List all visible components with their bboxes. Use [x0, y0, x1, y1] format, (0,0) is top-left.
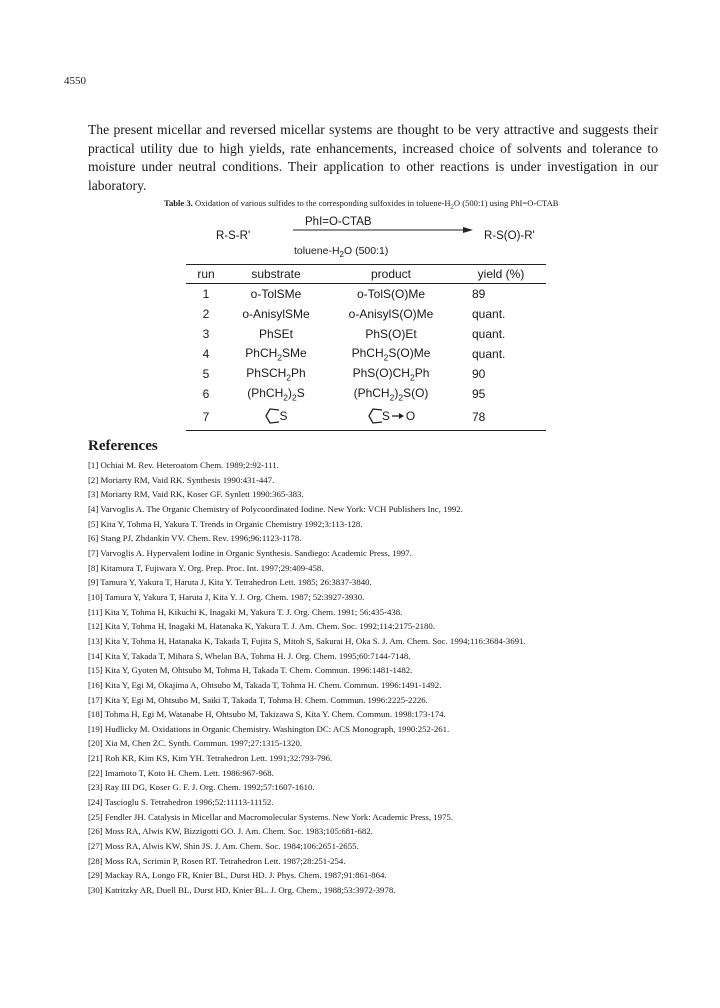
formula-text: o-TolSMe	[250, 287, 302, 301]
reference-item: [1] Ochiai M. Rev. Heteroatom Chem. 1989;2:92-111.	[88, 460, 279, 470]
table-body	[186, 284, 546, 431]
reference-item: [20] Xia M, Chen ZC. Synth. Commun. 1997;27:1315-1320.	[88, 738, 303, 749]
formula-text: Ph	[291, 365, 306, 380]
oxidation-table	[186, 264, 546, 431]
reference-item: [22] Imamoto T, Koto H. Chem. Lett. 1986:967-968.	[88, 767, 274, 778]
reference-item: [29] Mackay RA, Longo FR, Knier BL, Durst HD. J. Phys. Chem. 1987;91:861-864.	[88, 870, 387, 881]
page-number: 4550	[64, 75, 86, 87]
table-caption-text: Oxidation of various sulfides to the corresponding sulfoxides in toluene-H	[194, 198, 451, 208]
formula-subscript: 2	[277, 352, 283, 363]
cell-product	[326, 284, 456, 305]
reference-item: [5] Kita Y, Tohma H, Yakura T. Trends in Organic Chemistry 1992;3:113-128.	[88, 518, 363, 529]
scheme-solvent-subscript: 2	[339, 250, 344, 260]
reference-item: [3] Moriarty RM, Vaid RK, Koser GF. Synlett 1990:365-383.	[88, 489, 304, 500]
table-header-row	[186, 265, 546, 284]
cell-product	[326, 304, 456, 324]
formula-text: o-TolS(O)Me	[356, 287, 425, 301]
reference-item: [9] Tamura Y, Yakura T, Haruta J, Kita Y. Tetrahedron Lett. 1985; 26:3837-3840.	[88, 577, 372, 588]
cell-product	[326, 324, 456, 344]
references-list	[88, 458, 688, 898]
reference-item: [18] Tohma H, Egi M, Watanabe H, Ohtsubo M, Takizawa S, Kita Y. Chem. Commun. 1998:173-174.	[88, 709, 446, 720]
reference-item: [8] Kitamura T, Fujiwara Y. Org. Prep. Proc. Int. 1997;29:409-458.	[88, 562, 324, 573]
cell-run: 1	[202, 287, 210, 301]
table-row	[186, 404, 546, 431]
reaction-scheme	[188, 214, 548, 258]
cell-yield: 78	[456, 404, 546, 431]
ring-sulfur-label: S	[381, 408, 390, 423]
formula-subscript: 2	[383, 352, 389, 363]
ring-sulfur-label: S	[279, 408, 288, 423]
reference-item: [7] Varvoglis A. Hypervalent Iodine in Organic Synthesis. Sandiego: Academic Press, 1997.	[88, 547, 412, 558]
reference-item: [23] Ray III DG, Koser G. F. J. Org. Chem. 1992;57:1607-1610.	[88, 782, 315, 793]
header-product: product	[326, 265, 456, 284]
cell-run: 5	[202, 367, 210, 381]
thiolane-oxide-structure	[367, 407, 415, 425]
scheme-product: R-S(O)-R'	[484, 230, 535, 242]
cell-yield: 95	[472, 387, 486, 401]
formula-text: )	[288, 385, 292, 400]
reference-item: [13] Kita Y, Tohma H, Hatanaka K, Takada T, Fujita S, Mitoh S, Sakurai H, Oka S. J. Am. Chem. Soc. 1994;116:3684-3691.	[88, 635, 526, 646]
cell-yield: quant.	[472, 327, 506, 341]
reference-item: [2] Moriarty RM, Vaid RK. Synthesis 1990:431-447.	[88, 474, 275, 485]
table-caption-label: Table 3.	[164, 198, 193, 208]
formula-text: (PhCH	[247, 385, 284, 400]
cell-substrate	[226, 404, 326, 431]
reference-item: [27] Moss RA, Alwis KW, Shin JS. J. Am. Chem. Soc. 1984;106:2651-2655.	[88, 841, 359, 852]
reaction-arrow-icon	[293, 224, 473, 236]
reference-item: [12] Kita Y, Tohma H, Inagaki M, Hatanaka K, Yakura T. J. Am. Chem. Soc. 1992;114:2175-2180.	[88, 621, 435, 632]
table-row	[186, 304, 546, 324]
scheme-solvent-post: O (500:1)	[343, 245, 389, 257]
reference-item: [26] Moss RA, Alwis KW, Bizzigotti GO. J. Am. Chem. Soc. 1983;105:681-682.	[88, 826, 373, 837]
formula-text: )	[394, 385, 399, 400]
scheme-reagent: PhI=O-CTAB	[305, 216, 372, 228]
table-caption-subscript: 2	[450, 203, 454, 211]
cell-yield: quant.	[472, 307, 506, 321]
reference-item: [30] Katritzky AR, Duell BL, Durst HD, Knier BL. J. Org. Chem., 1988;53:3972-3978.	[88, 885, 396, 896]
table-caption	[164, 198, 664, 211]
reference-item: [16] Kita Y, Egi M, Okajima A, Ohtsubo M, Takada T, Tohma H. Chem. Commun. 1996:1491-1492.	[88, 679, 442, 690]
cell-substrate	[226, 344, 326, 364]
oxygen-label: O	[405, 408, 416, 423]
scheme-reactant: R-S-R'	[216, 230, 251, 242]
cell-run: 3	[202, 327, 210, 341]
formula-text: PhCH	[351, 345, 384, 360]
formula-text: PhSCH	[246, 365, 287, 380]
formula-text: o-AnisylSMe	[242, 307, 310, 321]
cell-yield: 90	[472, 367, 486, 381]
reference-item: [24] Tascioglu S. Tetrahedron 1996;52:11113-11152.	[88, 797, 274, 808]
table-row	[186, 364, 546, 384]
formula-subscript: 2	[286, 372, 292, 383]
formula-text: S	[296, 385, 305, 400]
formula-subscript: 2	[409, 372, 415, 383]
cell-run: 6	[202, 387, 210, 401]
cell-product	[326, 344, 456, 364]
reference-item: [21] Roh KR, Kim KS, Kim YH. Tetrahedron Lett. 1991;32:793-796.	[88, 753, 333, 764]
reference-item: [6] Stang PJ, Zhdankin VV. Chem. Rev. 1996;96:1123-1178.	[88, 533, 302, 544]
cell-substrate	[226, 364, 326, 384]
formula-text: PhS(O)CH	[352, 365, 410, 380]
formula-text: PhS(O)Et	[365, 327, 417, 341]
formula-text: S(O)	[403, 385, 429, 400]
formula-subscript: 2	[292, 392, 297, 403]
references-heading: References	[88, 438, 158, 454]
cell-yield: 89	[472, 287, 486, 301]
reference-item: [14] Kita Y, Takada T, Mihara S, Whelan BA, Tohma H. J. Org. Chem. 1995;60:7144-7148.	[88, 650, 411, 661]
conclusion-paragraph: The present micellar and reversed micellar systems are thought to be very attractive and suggests their practical utility due to high yields, rate enhancements, increased choice of solvents and tolerance to moisture under neutral conditions. Their application to other reactions is under investigation in our laboratory.	[88, 122, 658, 193]
reference-item: [11] Kita Y, Tohma H, Kikuchi K, Inagaki M, Yakura T. J. Org. Chem. 1991; 56:435-438.	[88, 606, 403, 617]
formula-text: S(O)Me	[388, 345, 431, 360]
cell-substrate	[226, 284, 326, 305]
header-yield: yield (%)	[456, 265, 546, 284]
formula-subscript: 2	[398, 392, 404, 403]
header-substrate: substrate	[226, 265, 326, 284]
cell-product	[326, 404, 456, 431]
table-row	[186, 284, 546, 305]
table-row	[186, 324, 546, 344]
cell-substrate	[226, 384, 326, 404]
formula-text: (PhCH	[353, 385, 390, 400]
scheme-solvent	[294, 245, 388, 259]
header-run: run	[186, 265, 226, 284]
thiolane-structure	[264, 407, 287, 425]
cell-substrate	[226, 324, 326, 344]
cell-yield: quant.	[472, 347, 506, 361]
formula-text: SMe	[282, 345, 307, 360]
scheme-solvent-pre: toluene-H	[294, 245, 340, 257]
dative-bond-arrow-icon	[391, 411, 405, 421]
reference-item: [19] Hudlicky M. Oxidations in Organic Chemistry. Washington DC: ACS Monograph, 1990:252-261.	[88, 723, 450, 734]
reference-item: [28] Moss RA, Scrimin P, Rosen RT. Tetrahedron Lett. 1987;28:251-254.	[88, 855, 346, 866]
cell-run: 2	[202, 307, 210, 321]
formula-text: Ph	[414, 365, 430, 380]
cell-product	[326, 364, 456, 384]
cell-substrate	[226, 304, 326, 324]
reference-item: [25] Fendler JH. Catalysis in Micellar and Macromolecular Systems. New York: Academic Press, 1975.	[88, 811, 454, 822]
cell-product	[326, 384, 456, 404]
cell-run: 4	[202, 347, 210, 361]
table-row	[186, 344, 546, 364]
reference-item: [15] Kita Y, Gyoten M, Ohtsubo M, Tohma H, Takada T. Chem. Commun. 1996:1481-1482.	[88, 665, 413, 676]
reference-item: [4] Varvoglis A. The Organic Chemistry of Polycoordinated Iodine. New York: VCH Publishers Inc, 1992.	[88, 503, 463, 514]
formula-subscript: 2	[389, 392, 395, 403]
formula-subscript: 2	[283, 392, 288, 403]
cell-run: 7	[186, 404, 226, 431]
formula-text: PhCH	[245, 345, 278, 360]
formula-text: o-AnisylS(O)Me	[348, 307, 434, 321]
reference-item: [10] Tamura Y, Yakura T, Haruta J, Kita Y. J. Org. Chem. 1987; 52:3927-3930.	[88, 591, 365, 602]
reference-item: [17] Kita Y, Egi M, Ohtsubo M, Saiki T, Takada T, Tohma H. Chem. Commun. 1996:2225-2226.	[88, 694, 428, 705]
table-row	[186, 384, 546, 404]
formula-text: PhSEt	[258, 327, 294, 341]
table-caption-tail: O (500:1) using PhI=O-CTAB	[453, 198, 559, 208]
